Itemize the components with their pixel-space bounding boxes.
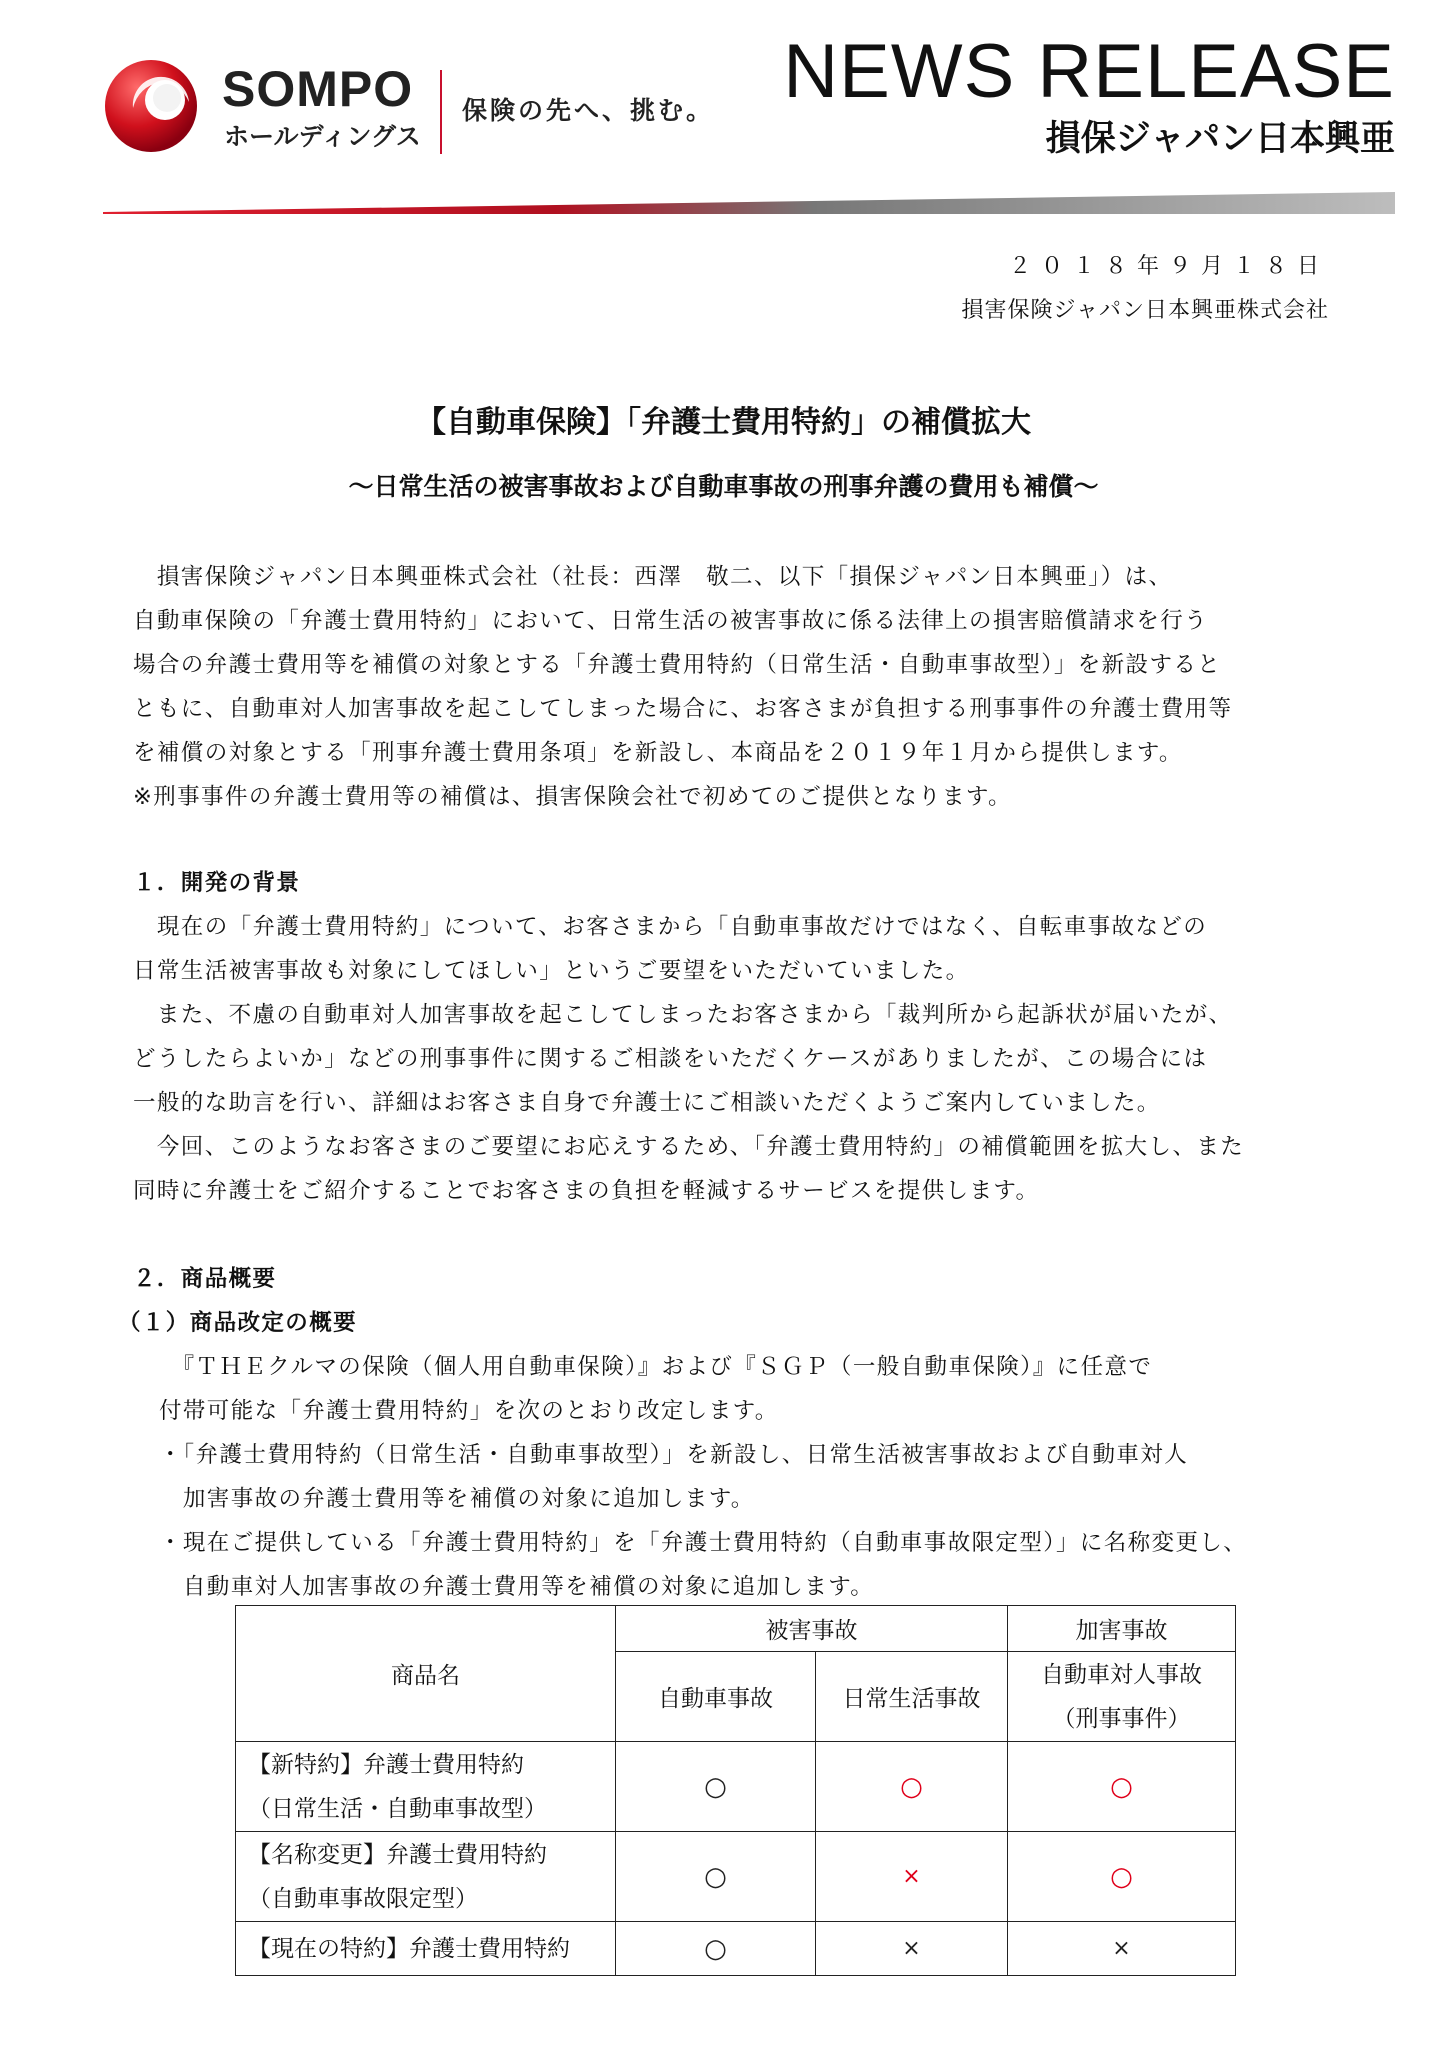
header-rule [103,188,1395,214]
section2-line: 『ＴＨＥクルマの保険（個人用自動車保険）』および『ＳＧＰ（一般自動車保険）』に任意で [159,1354,1153,1380]
section-subheading: （１）商品改定の概要 [118,1310,358,1336]
row-name-line2: （日常生活・自動車事故型） [248,1795,547,1822]
cell-injury: ○ [1008,1832,1236,1922]
header-injury-accident [1008,1652,1236,1742]
table-row [236,1742,1236,1832]
brand-subtitle: ホールディングス [224,122,421,151]
intro-line: 自動車保険の「弁護士費用特約」において、日常生活の被害事故に係る法律上の損害賠償請求を行う [133,608,1209,634]
section2-bullet: ・「弁護士費用特約（日常生活・自動車事故型）」を新設し、日常生活被害事故および自動車対人 [159,1442,1189,1468]
release-date: ２０１８年９月１８日 [1008,254,1329,279]
row-name-line2: （自動車事故限定型） [248,1885,478,1912]
company-logo-text: 損保ジャパン日本興亜 [1045,119,1395,159]
row-name-line1: 【名称変更】弁護士費用特約 [248,1841,547,1868]
section1-line: 今回、このようなお客さまのご要望にお応えするため、「弁護士費用特約」の補償範囲を拡大し、また [133,1134,1245,1160]
section1-line: 現在の「弁護士費用特約」について、お客さまから「自動車事故だけではなく、自転車事故などの [133,914,1208,940]
brand-tagline: 保険の先へ、挑む。 [462,96,715,125]
sompo-logo-icon [103,58,199,154]
header-victim-group: 被害事故 [616,1606,1008,1652]
cell-daily: ○ [816,1742,1008,1832]
section1-line: 一般的な助言を行い、詳細はお客さま自身で弁護士にご相談いただくようご案内していました。 [133,1090,1161,1116]
brand-name: SOMPO [222,61,414,117]
section1-line: 同時に弁護士をご紹介することでお客さまの負担を軽減するサービスを提供します。 [133,1178,1040,1204]
intro-line: 損害保険ジャパン日本興亜株式会社（社長：西澤 敬二、以下「損保ジャパン日本興亜」）は、 [133,564,1173,590]
cell-daily: × [816,1832,1008,1922]
row-product-name [236,1832,616,1922]
row-product-name [236,1742,616,1832]
cell-auto: ○ [616,1832,816,1922]
cell-daily: × [816,1922,1008,1976]
intro-line: を補償の対象とする「刑事弁護士費用条項」を新設し、本商品を２０１９年１月から提供します。 [133,740,1183,766]
table-row [236,1922,1236,1976]
section2-line: 自動車対人加害事故の弁護士費用等を補償の対象に追加します。 [159,1574,875,1600]
section2-line: 加害事故の弁護士費用等を補償の対象に追加します。 [159,1486,755,1512]
header-daily-life-accident: 日常生活事故 [816,1652,1008,1742]
header-injury-line1: 自動車対人事故 [1041,1661,1202,1688]
section-heading: ２．商品概要 [133,1266,277,1292]
cell-auto: ○ [616,1742,816,1832]
section1-line: また、不慮の自動車対人加害事故を起こしてしまったお客さまから「裁判所から起訴状が届いたが、 [133,1002,1233,1028]
brand-divider [440,70,442,154]
table-row [236,1832,1236,1922]
row-product-name: 【現在の特約】弁護士費用特約 [236,1922,616,1976]
header-auto-accident: 自動車事故 [616,1652,816,1742]
cell-auto: ○ [616,1922,816,1976]
header-product: 商品名 [236,1606,616,1742]
intro-note: ※刑事事件の弁護士費用等の補償は、損害保険会社で初めてのご提供となります。 [133,784,1012,810]
coverage-table [235,1605,1236,1976]
cell-injury: × [1008,1922,1236,1976]
news-release-title: NEWS RELEASE [783,29,1395,114]
section2-bullet: ・現在ご提供している「弁護士費用特約」を「弁護士費用特約（自動車事故限定型）」に名称変更し、 [159,1530,1248,1556]
row-name-line1: 【新特約】弁護士費用特約 [248,1751,524,1778]
cell-injury: ○ [1008,1742,1236,1832]
section1-line: どうしたらよいか」などの刑事事件に関するご相談をいただくケースがありましたが、この場合には [133,1046,1208,1072]
page-subtitle: ～日常生活の被害事故および自動車事故の刑事弁護の費用も補償～ [348,472,1099,501]
intro-line: ともに、自動車対人加害事故を起こしてしまった場合に、お客さまが負担する刑事事件の弁護士費用等 [133,696,1233,722]
section2-line: 付帯可能な「弁護士費用特約」を次のとおり改定します。 [159,1398,779,1424]
header-injury-line2: （刑事事件） [1052,1705,1191,1732]
section1-line: 日常生活被害事故も対象にしてほしい」というご要望をいただいていました。 [133,958,970,984]
header-perpetrator-group: 加害事故 [1008,1606,1236,1652]
table-header-row [236,1606,1236,1652]
section-heading: １．開発の背景 [133,870,301,896]
page-title: 【自動車保険】「弁護士費用特約」の補償拡大 [416,405,1031,440]
intro-line: 場合の弁護士費用等を補償の対象とする「弁護士費用特約（日常生活・自動車事故型）」を新設すると [133,652,1222,678]
issuer-name: 損害保険ジャパン日本興亜株式会社 [961,298,1329,323]
